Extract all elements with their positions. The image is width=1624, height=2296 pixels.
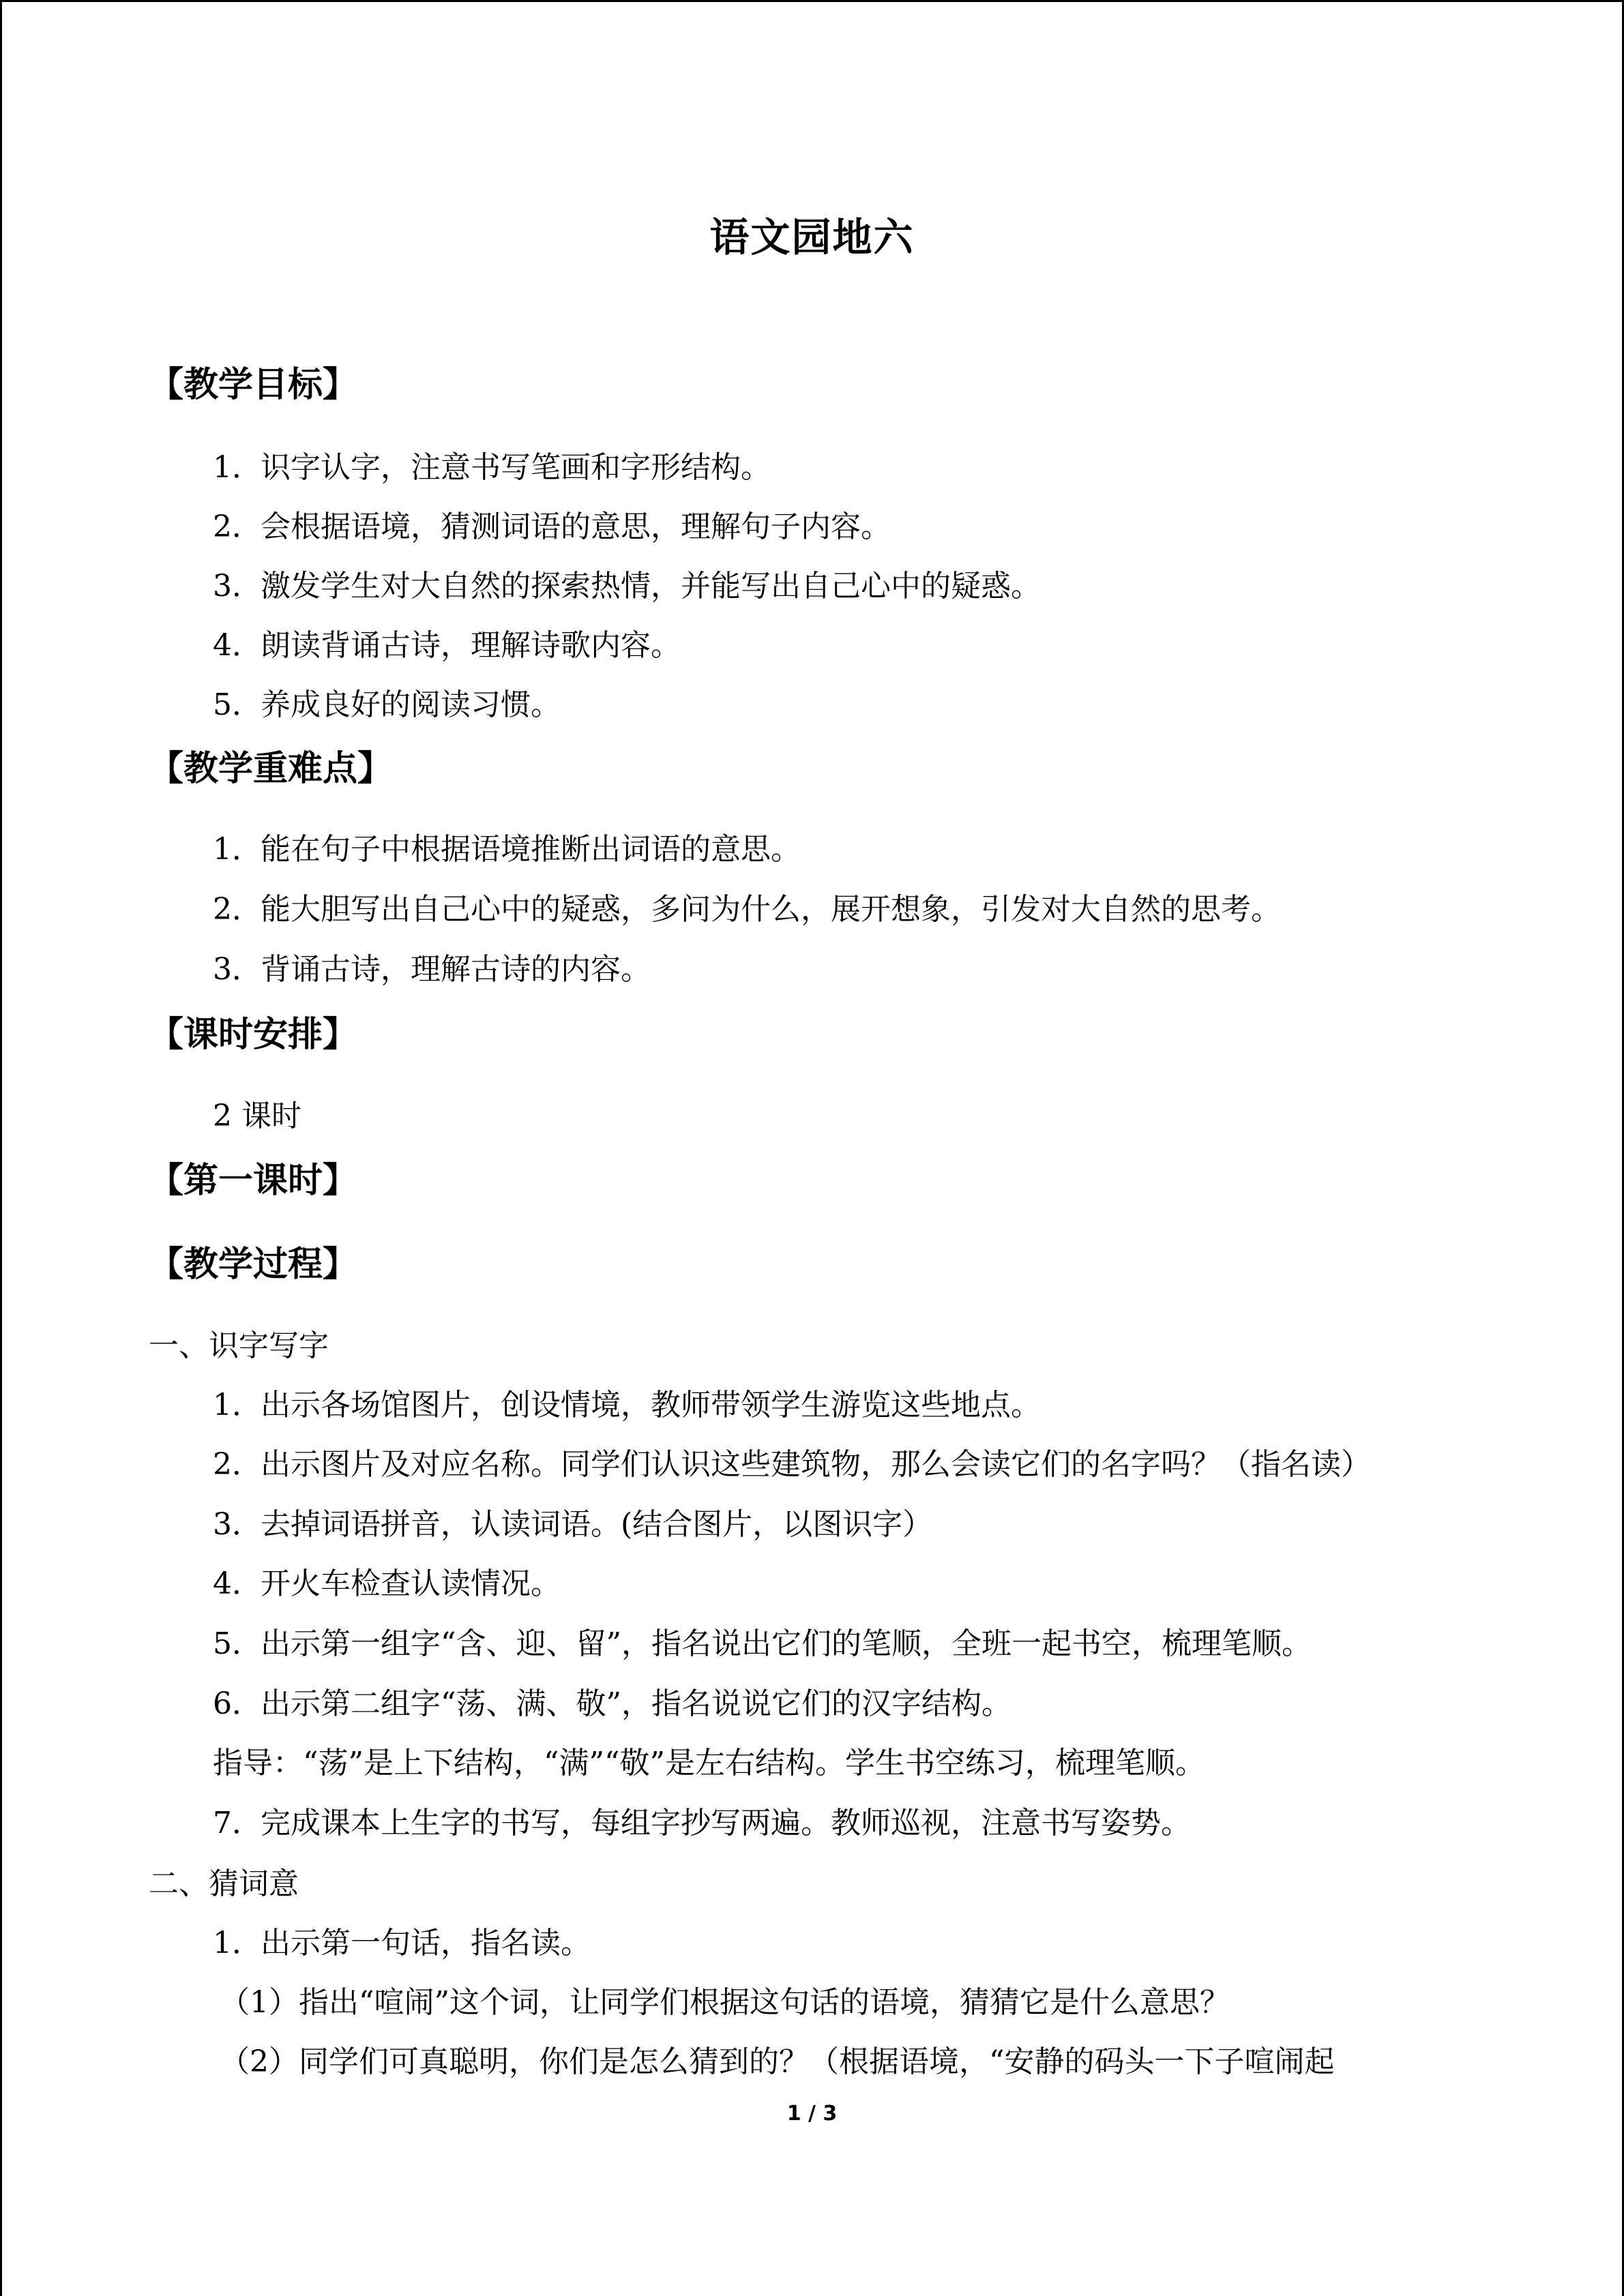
process-item: 2．出示图片及对应名称。同学们认识这些建筑物，那么会读它们的名字吗？（指名读） [213,1447,1371,1482]
key-point-item: 1．能在句子中根据语境推断出词语的意思。 [213,832,801,867]
objective-item: 2．会根据语境，猜测词语的意思，理解句子内容。 [213,509,891,544]
objective-item: 1．识字认字，注意书写笔画和字形结构。 [213,450,771,485]
objectives-heading: 【教学目标】 [149,365,358,405]
schedule-heading: 【课时安排】 [149,1015,358,1055]
sub-item: （2）同学们可真聪明，你们是怎么猜到的？（根据语境，“安静的码头一下子喧闹起 [220,2044,1335,2079]
process-item: 3．去掉词语拼音，认读词语。(结合图片，以图识字） [213,1507,933,1542]
schedule-text: 2 课时 [213,1099,301,1133]
process-item: 1．出示第一句话，指名读。 [213,1926,591,1960]
key-points-heading: 【教学重难点】 [149,749,393,789]
process-item: 4．开火车检查认读情况。 [213,1566,561,1601]
key-point-item: 2．能大胆写出自己心中的疑惑，多问为什么，展开想象，引发对大自然的思考。 [213,892,1281,927]
process-item: 7．完成课本上生字的书写，每组字抄写两遍。教师巡视，注意书写姿势。 [213,1806,1191,1840]
objective-item: 4．朗读背诵古诗，理解诗歌内容。 [213,628,681,663]
guide-text: 指导：“荡”是上下结构，“满”“敬”是左右结构。学生书空练习，梳理笔顺。 [213,1746,1205,1780]
sub-item: （1）指出“喧闹”这个词，让同学们根据这句话的语境，猜猜它是什么意思？ [220,1985,1230,2020]
process-item: 6．出示第二组字“荡、满、敬”，指名说说它们的汉字结构。 [213,1686,1012,1721]
page-number: 1 / 3 [786,2102,838,2126]
process-heading: 【教学过程】 [149,1244,358,1285]
objective-item: 3．激发学生对大自然的探索热情，并能写出自己心中的疑惑。 [213,569,1041,603]
section-title: 一、识字写字 [149,1328,329,1363]
objective-item: 5．养成良好的阅读习惯。 [213,687,561,722]
section-title: 二、猜词意 [149,1866,299,1901]
lesson1-heading: 【第一课时】 [149,1161,358,1201]
process-item: 5．出示第一组字“含、迎、留”，指名说出它们的笔顺，全班一起书空，梳理笔顺。 [213,1626,1312,1661]
document-title: 语文园地六 [709,214,915,260]
key-point-item: 3．背诵古诗，理解古诗的内容。 [213,952,651,987]
process-item: 1．出示各场馆图片，创设情境，教师带领学生游览这些地点。 [213,1388,1041,1422]
